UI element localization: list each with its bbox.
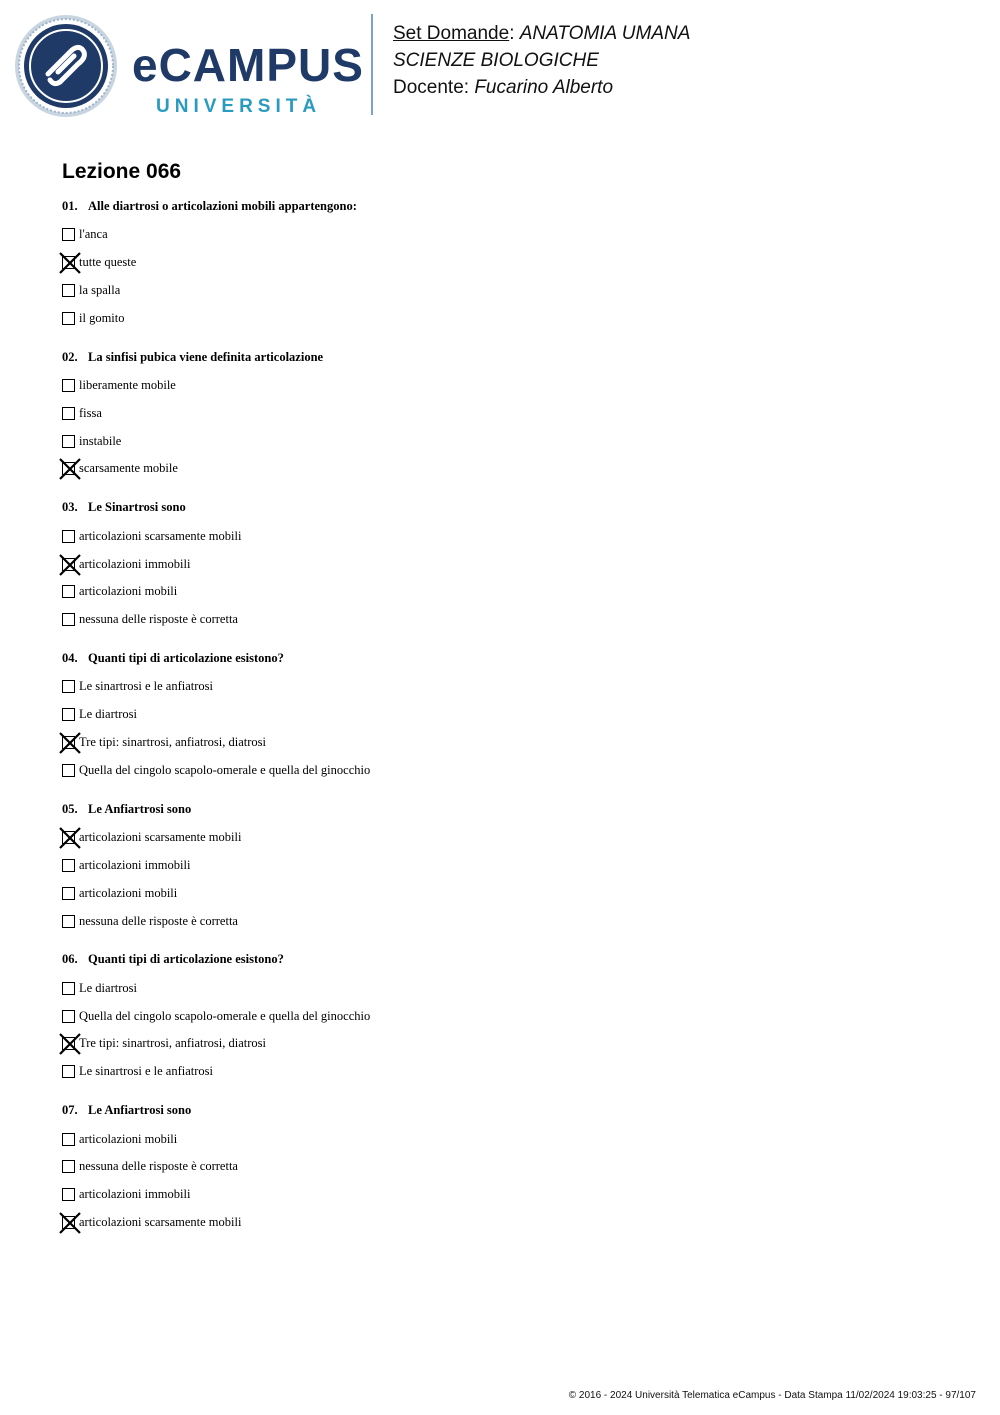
answer-option[interactable] [62, 907, 962, 935]
checkbox[interactable] [62, 1065, 75, 1078]
checkbox-checked[interactable] [62, 558, 75, 571]
answer-option[interactable] [62, 427, 962, 455]
answer-option[interactable] [62, 372, 962, 400]
checkbox[interactable] [62, 1010, 75, 1023]
checkbox[interactable] [62, 708, 75, 721]
option-label: liberamente mobile [79, 378, 176, 393]
answer-option[interactable] [62, 277, 962, 305]
brand-sub-text: UNIVERSITÀ [156, 96, 322, 117]
answer-option[interactable] [62, 522, 962, 550]
checkbox-checked[interactable] [62, 462, 75, 475]
option-label: tutte queste [79, 255, 137, 270]
question-title [62, 497, 962, 517]
question-number: 06. [62, 952, 78, 967]
option-label: articolazioni immobili [79, 857, 191, 872]
answer-option[interactable] [62, 221, 962, 249]
option-label: Le diartrosi [79, 707, 137, 722]
question-number: 02. [62, 349, 78, 364]
cross-mark-icon [59, 458, 81, 480]
checkbox[interactable] [62, 887, 75, 900]
cross-mark-icon [59, 732, 81, 754]
answer-option[interactable] [62, 852, 962, 880]
option-label: Quella del cingolo scapolo-omerale e quella del ginocchio [79, 762, 371, 777]
option-label: nessuna delle risposte è corretta [79, 612, 238, 627]
option-label: Tre tipi: sinartrosi, anfiatrosi, diatrosi [79, 1036, 267, 1051]
teacher-label: Docente: [393, 77, 470, 98]
answer-option[interactable] [62, 606, 962, 634]
cross-mark-icon [59, 252, 81, 274]
option-label: articolazioni scarsamente mobili [79, 830, 242, 845]
course-line [393, 47, 690, 74]
option-label: Le sinartrosi e le anfiatrosi [79, 1064, 213, 1079]
header-info [393, 20, 690, 101]
option-label: articolazioni scarsamente mobili [79, 1214, 242, 1229]
cross-mark-icon [59, 827, 81, 849]
checkbox-checked[interactable] [62, 256, 75, 269]
answer-option[interactable] [62, 1125, 962, 1153]
brand-wordmark [132, 40, 362, 120]
checkbox[interactable] [62, 613, 75, 626]
option-label: Tre tipi: sinartrosi, anfiatrosi, diatrosi [79, 735, 267, 750]
answer-option[interactable] [62, 729, 962, 757]
question-title [62, 799, 962, 819]
answer-option[interactable] [62, 974, 962, 1002]
question-title [62, 1100, 962, 1120]
option-label: articolazioni mobili [79, 584, 178, 599]
question-text: Le Anfiartrosi sono [88, 1103, 192, 1118]
question-number: 03. [62, 500, 78, 515]
option-label: articolazioni scarsamente mobili [79, 528, 242, 543]
brand-main-text: eCAMPUS [132, 39, 364, 91]
question-title [62, 347, 962, 367]
checkbox[interactable] [62, 680, 75, 693]
question-text: Quanti tipi di articolazione esistono? [88, 651, 284, 666]
option-label: instabile [79, 433, 122, 448]
answer-option[interactable] [62, 249, 962, 277]
ecampus-logo [14, 14, 364, 118]
checkbox[interactable] [62, 1188, 75, 1201]
question-block [62, 497, 962, 633]
checkbox[interactable] [62, 915, 75, 928]
question-title [62, 196, 962, 216]
option-label: nessuna delle risposte è corretta [79, 1159, 238, 1174]
answer-option[interactable] [62, 1181, 962, 1209]
ecampus-seal-icon [14, 14, 118, 118]
checkbox[interactable] [62, 379, 75, 392]
checkbox[interactable] [62, 764, 75, 777]
answer-option[interactable] [62, 399, 962, 427]
answer-option[interactable] [62, 1030, 962, 1058]
question-block [62, 949, 962, 1085]
checkbox[interactable] [62, 982, 75, 995]
lesson-title: Lezione 066 [62, 160, 182, 183]
checkbox-checked[interactable] [62, 736, 75, 749]
question-block [62, 347, 962, 483]
question-text: Le Anfiartrosi sono [88, 801, 192, 816]
option-label: la spalla [79, 282, 121, 297]
answer-option[interactable] [62, 879, 962, 907]
teacher-name: Fucarino Alberto [474, 77, 614, 98]
checkbox[interactable] [62, 435, 75, 448]
question-block [62, 196, 962, 332]
option-label: Le diartrosi [79, 980, 137, 995]
question-number: 04. [62, 651, 78, 666]
question-block [62, 648, 962, 784]
question-block [62, 799, 962, 935]
question-title [62, 949, 962, 969]
checkbox-checked[interactable] [62, 1037, 75, 1050]
question-number: 05. [62, 801, 78, 816]
answer-option[interactable] [62, 1002, 962, 1030]
option-label: Le sinartrosi e le anfiatrosi [79, 679, 213, 694]
checkbox[interactable] [62, 407, 75, 420]
set-value: ANATOMIA UMANA [519, 23, 691, 44]
question-text: Alle diartrosi o articolazioni mobili appartengono: [88, 199, 357, 213]
question-text: La sinfisi pubica viene definita articolazione [88, 349, 324, 364]
answer-option[interactable] [62, 756, 962, 784]
answer-option[interactable] [62, 1209, 962, 1237]
answer-option[interactable] [62, 1153, 962, 1181]
answer-option[interactable] [62, 673, 962, 701]
option-label: articolazioni mobili [79, 885, 178, 900]
answer-option[interactable] [62, 824, 962, 852]
answer-option[interactable] [62, 455, 962, 483]
answer-option[interactable] [62, 578, 962, 606]
teacher-line [393, 74, 690, 101]
checkbox[interactable] [62, 585, 75, 598]
checkbox[interactable] [62, 1133, 75, 1146]
checkbox[interactable] [62, 284, 75, 297]
option-label: il gomito [79, 310, 125, 325]
question-text: Le Sinartrosi sono [88, 500, 186, 515]
option-label: articolazioni immobili [79, 1187, 191, 1202]
option-label: scarsamente mobile [79, 461, 178, 476]
set-line: Set Domande: ANATOMIA UMANA [393, 23, 691, 44]
checkbox[interactable] [62, 1160, 75, 1173]
cross-mark-icon [59, 1212, 81, 1234]
option-label: fissa [79, 405, 102, 420]
question-block [62, 1100, 962, 1236]
option-label: articolazioni immobili [79, 556, 191, 571]
checkbox[interactable] [62, 530, 75, 543]
question-text: Quanti tipi di articolazione esistono? [88, 952, 284, 967]
option-label: l'anca [79, 227, 108, 242]
header-divider [371, 14, 373, 115]
cross-mark-icon [59, 1033, 81, 1055]
checkbox-checked[interactable] [62, 831, 75, 844]
checkbox[interactable] [62, 312, 75, 325]
answer-option[interactable] [62, 1058, 962, 1086]
answer-option[interactable] [62, 701, 962, 729]
question-number: 01. [62, 199, 78, 213]
set-label: Set Domande [393, 23, 510, 44]
checkbox-checked[interactable] [62, 1216, 75, 1229]
question-title [62, 648, 962, 668]
answer-option[interactable] [62, 550, 962, 578]
question-number: 07. [62, 1103, 78, 1118]
course-name: SCIENZE BIOLOGICHE [393, 50, 599, 71]
answer-option[interactable] [62, 304, 962, 332]
checkbox[interactable] [62, 859, 75, 872]
cross-mark-icon [59, 554, 81, 576]
option-label: articolazioni mobili [79, 1131, 178, 1146]
checkbox[interactable] [62, 228, 75, 241]
page-footer: © 2016 - 2024 Università Telematica eCampus - Data Stampa 11/02/2024 19:03:25 - 97/107 [568, 1390, 976, 1401]
option-label: Quella del cingolo scapolo-omerale e quella del ginocchio [79, 1008, 371, 1023]
question-list [62, 196, 962, 1251]
option-label: nessuna delle risposte è corretta [79, 913, 238, 928]
